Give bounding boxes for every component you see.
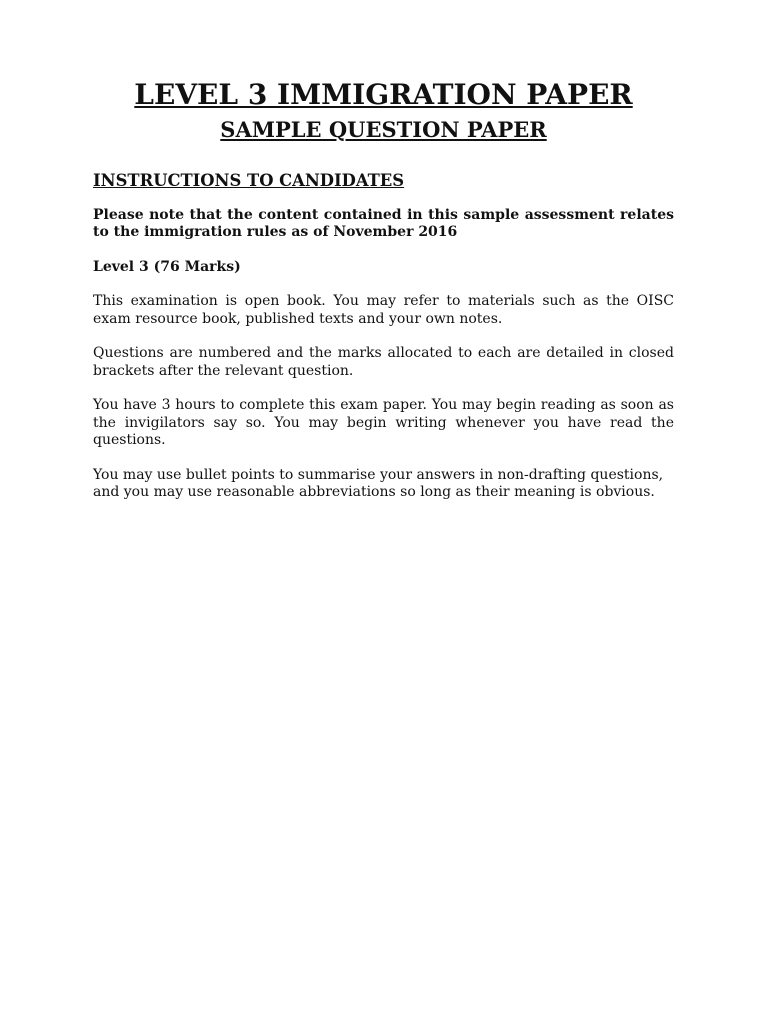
instructions-heading: INSTRUCTIONS TO CANDIDATES [93, 171, 405, 190]
content-note: Please note that the content contained in this sample assessment relates to the immigration rules as of November 2016 [93, 206, 674, 240]
instruction-paragraph-open-book: This examination is open book. You may refer to materials such as the OISC exam resource book, published texts and your own notes. [93, 293, 674, 327]
level-marks: Level 3 (76 Marks) [93, 258, 241, 275]
document-title: LEVEL 3 IMMIGRATION PAPER [134, 78, 633, 111]
document-subtitle: SAMPLE QUESTION PAPER [220, 116, 547, 142]
instruction-paragraph-marks: Questions are numbered and the marks allocated to each are detailed in closed brackets after the relevant question. [93, 345, 674, 379]
instruction-paragraph-bullets: You may use bullet points to summarise your answers in non-drafting questions, and you may use reasonable abbreviations so long as their meaning is obvious. [93, 466, 664, 500]
document-page [93, 78, 674, 519]
instruction-paragraph-time: You have 3 hours to complete this exam paper. You may begin reading as soon as the invigilators say so. You may begin writing whenever you have read the questions. [93, 397, 674, 448]
